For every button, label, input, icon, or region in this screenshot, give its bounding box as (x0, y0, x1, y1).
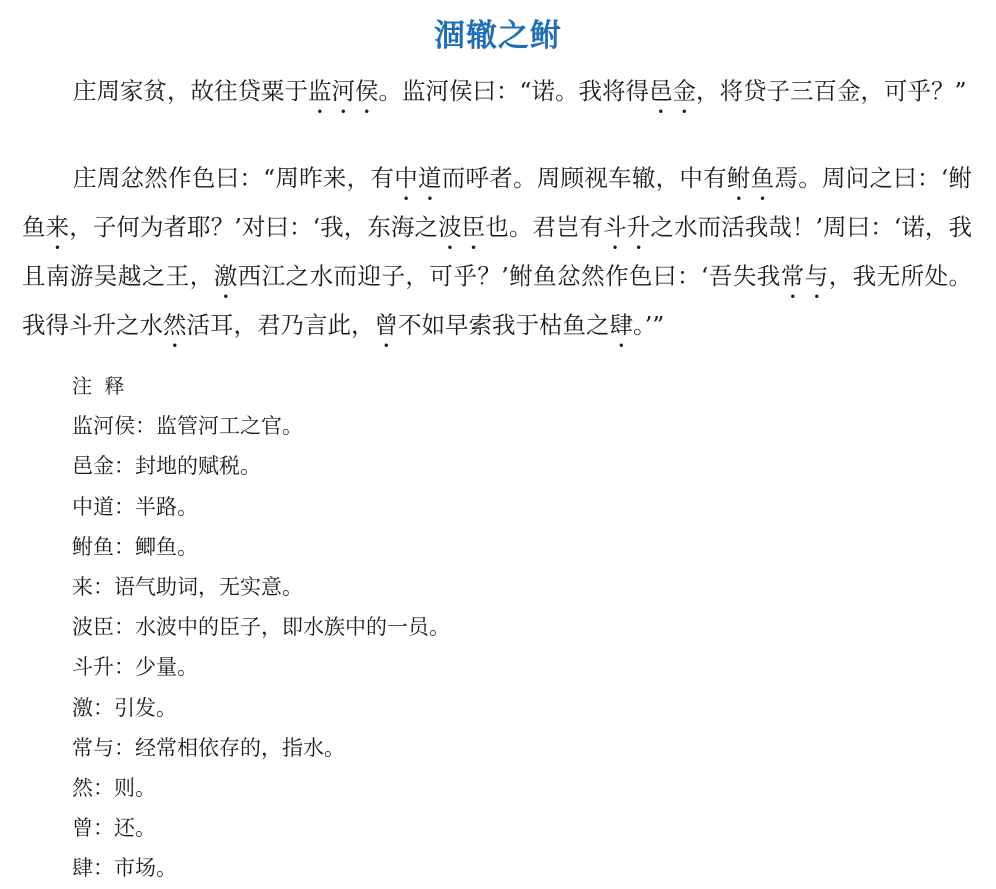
annotated-term: 邑金 (649, 77, 697, 105)
note-item: 鲋鱼：鲫鱼。 (72, 534, 198, 559)
annotated-term: 中道 (394, 164, 442, 192)
note-item: 常与：经常相依存的，指水。 (72, 735, 345, 760)
note-item: 邑金：封地的赋税。 (72, 454, 261, 479)
note-item: 激：引发。 (72, 695, 177, 720)
annotated-term: 激 (213, 262, 238, 290)
note-item: 来：语气助词，无实意。 (72, 575, 303, 600)
note-item: 波臣：水波中的臣子，即水族中的一员。 (72, 615, 450, 640)
body-text: 而呼者。周顾视车辙，中有 (441, 164, 727, 192)
notes-list (72, 366, 450, 889)
note-item: 曾：还。 (72, 816, 156, 841)
body-text: 。监河侯曰：“诺。我将得 (378, 77, 650, 105)
body-text: ，我无所处。我得斗升之水 (22, 262, 973, 339)
annotated-term: 曾 (374, 311, 398, 339)
annotated-term: 然 (163, 311, 187, 339)
body-text: 西江之水而迎子，可乎？’鲋鱼忿然作色曰：‘吾失我 (237, 262, 781, 290)
body-text: ，将贷子三百金，可乎？” (696, 77, 967, 105)
note-item: 肆：市场。 (72, 856, 177, 881)
annotated-term: 斗升 (603, 213, 651, 241)
annotated-term: 监河侯 (308, 77, 379, 105)
note-item: 然：则。 (72, 776, 156, 801)
page-title: 涸辙之鲋 (434, 18, 562, 54)
body-text: 也。君岂有 (485, 213, 604, 241)
paragraph-1 (22, 70, 972, 119)
note-item: 斗升：少量。 (72, 655, 198, 680)
body-text: 不如早索我于枯鱼之 (398, 311, 610, 339)
note-item: 监河侯：监管河工之官。 (72, 414, 303, 439)
body-text: 之水而活我哉！’周曰：‘诺，我且南游吴越之王， (22, 213, 973, 290)
body-text: 。’” (633, 311, 665, 339)
body-text: 活耳，君乃言此， (186, 311, 375, 339)
body-text: 焉。周问之曰：‘鲋鱼 (22, 164, 973, 241)
paragraph-2 (22, 157, 972, 353)
annotated-term: 鲋鱼 (726, 164, 775, 192)
body-text: 庄周忿然作色曰：“周昨来，有 (73, 164, 395, 192)
annotated-term: 来 (45, 213, 70, 241)
note-item: 中道：半路。 (72, 494, 198, 519)
annotated-term: 肆 (609, 311, 633, 339)
body-text: 庄周家贫，故往贷粟于 (73, 77, 308, 105)
annotated-term: 常与 (780, 262, 829, 290)
body-text: ，子何为者耶？’对曰：‘我，东海之 (69, 213, 439, 241)
annotated-term: 波臣 (438, 213, 486, 241)
notes-heading: 注 释 (72, 374, 128, 398)
